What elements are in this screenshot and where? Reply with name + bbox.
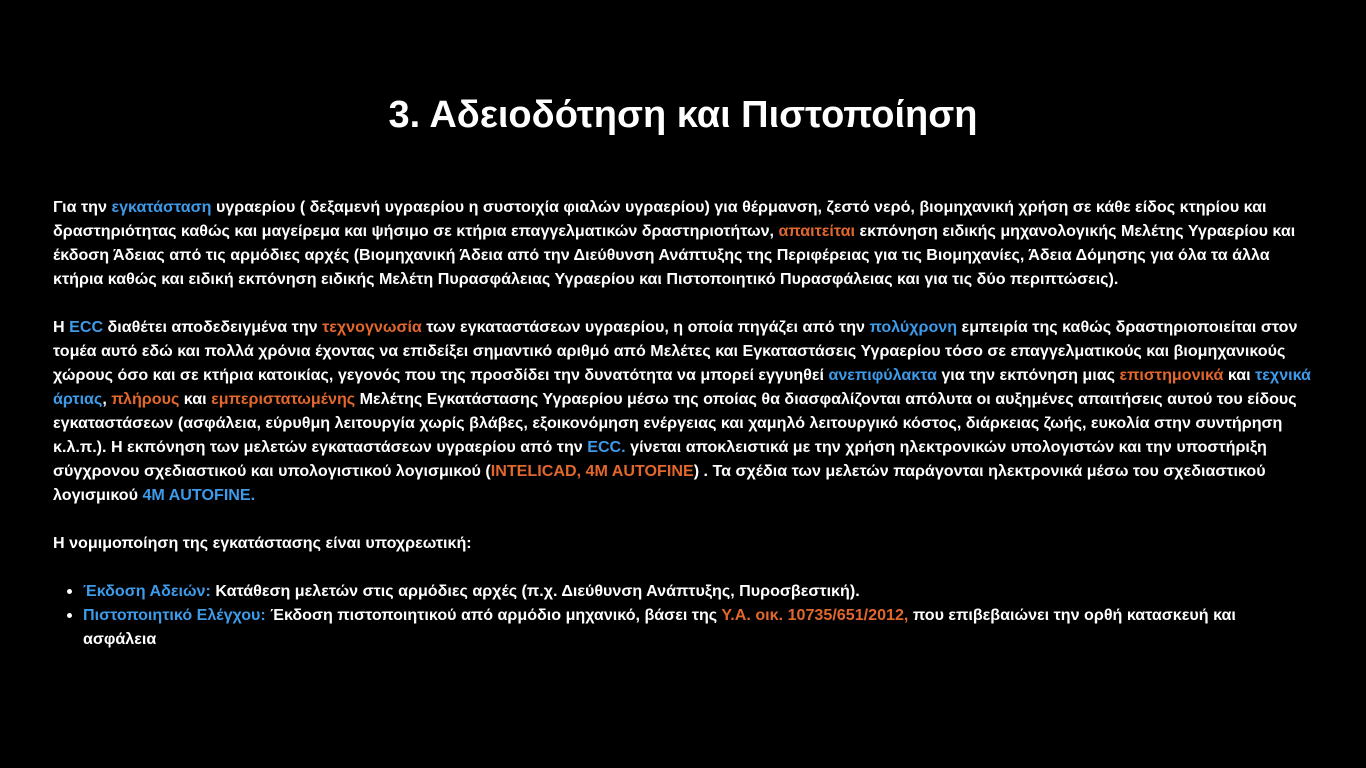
list-item-certificate (83, 603, 1313, 651)
highlight-complete: πλήρους (111, 390, 180, 408)
list-item-text: που επιβεβαιώνει την ορθή κατασκευή και ασφάλεια (83, 606, 1236, 648)
paragraph-ecc (53, 315, 1313, 507)
text-span: και (1223, 366, 1256, 384)
text-span: εκπόνηση ειδικής μηχανολογικής Μελέτης Υγραερίου και έκδοση Άδειας από τις αρμόδιες αρχές (Βιομηχανική Άδεια από την Διεύθυνση Ανάπτυξης της Περιφέρειας για τις Βιομηχανίες, Άδεια Δόμησης για όλα τα άλλα κτήρια καθώς και ειδική εκπόνηση ειδικής Μελέτη Πυρασφάλειας Υγραερίου και Πιστοποιητικό Πυρασφάλειας και για τις δύο περιπτώσεις). (53, 222, 1296, 288)
requirements-list (53, 579, 1313, 651)
page-title: 3. Αδειοδότηση και Πιστοποίηση (388, 94, 978, 136)
text-span: Μελέτης Εγκατάστασης Υγραερίου μέσω της οποίας θα διασφαλίζονται απόλυτα οι αυξημένες απαιτήσεις αυτού του είδους εγκαταστάσεων (ασφάλεια, εύρυθμη λειτουργία χωρίς βλάβες, εξοικονόμηση ενέργειας και χαμηλό λειτουργικό κόστος, διάρκειας ζωής, ευκολία στην συντήρηση κ.λ.π.). Η εκπόνηση των μελετών εγκαταστάσεων υγραερίου από την (53, 390, 1297, 456)
list-item-text: Έκδοση πιστοποιητικού από αρμόδιο μηχανικό, βάσει της (265, 606, 722, 624)
text-span: Η (53, 318, 70, 336)
list-item-text: Κατάθεση μελετών στις αρμόδιες αρχές (π.χ. Διεύθυνση Ανάπτυξης, Πυροσβεστική). (210, 582, 860, 600)
paragraph-legalization: Η νομιμοποίηση της εγκατάστασης είναι υποχρεωτική: (53, 534, 472, 552)
highlight-ecc-2: ECC. (587, 438, 626, 456)
highlight-ecc: ECC (69, 318, 104, 336)
regulation-reference: Υ.Α. οικ. 10735/651/2012, (721, 606, 909, 624)
text-span: διαθέτει αποδεδειγμένα την (103, 318, 323, 336)
text-span: εμπειρία της καθώς δραστηριοποιείται στον τομέα αυτό εδώ και πολλά χρόνια έχοντας να επιδείξει σημαντικό αριθμό από Μελέτες και Εγκαταστάσεις Υγραερίου τόσο σε επαγγελματικούς και βιομηχανικούς χώρους όσο και σε κτήρια κατοικίας, γεγονός που της προσδίδει την δυνατότητα να μπορεί εγγυηθεί (53, 318, 1298, 384)
highlight-know-how: τεχνογνωσία (322, 318, 422, 336)
highlight-thorough: εμπεριστατωμένης (211, 390, 356, 408)
text-span: για την εκπόνηση μιας (936, 366, 1120, 384)
paragraph-installation (53, 195, 1313, 291)
highlight-required: απαιτείται (778, 222, 855, 240)
text-span: των εγκαταστάσεων υγραερίου, η οποία πηγάζει από την (421, 318, 870, 336)
text-span: και (179, 390, 212, 408)
highlight-unreservedly: ανεπιφύλακτα (828, 366, 937, 384)
list-item-permits (83, 579, 1313, 603)
text-span: υγραερίου ( δεξαμενή υγραερίου η συστοιχία φιαλών υγραερίου) για θέρμανση, ζεστό νερό, βιομηχανική χρήση σε κάθε είδος κτηρίου και δραστηριότητας καθώς και μαγείρεμα και ψήσιμο σε κτήρια επαγγελματικών δραστηριοτήτων, (53, 198, 1267, 240)
article-body (53, 195, 1313, 651)
list-item-label: Έκδοση Αδειών: (83, 582, 211, 600)
highlight-software-list: INTELICAD, 4M AUTOFINE (490, 462, 694, 480)
text-span: , (102, 390, 112, 408)
highlight-longtime: πολύχρονη (869, 318, 958, 336)
list-item-label: Πιστοποιητικό Ελέγχου: (83, 606, 266, 624)
highlight-autofine: 4M AUTOFINE. (142, 486, 256, 504)
highlight-technically-sound: τεχνικά άρτιας (53, 366, 1311, 408)
highlight-installation: εγκατάσταση (111, 198, 212, 216)
text-span: ) . Τα σχέδια των μελετών παράγονται ηλεκτρονικά μέσω του σχεδιαστικού λογισμικού (53, 462, 1266, 504)
text-span: Για την (53, 198, 112, 216)
highlight-scientifically: επιστημονικά (1119, 366, 1224, 384)
text-span: γίνεται αποκλειστικά με την χρήση ηλεκτρονικών υπολογιστών και την υποστήριξη σύγχρονου σχεδιαστικού και υπολογιστικού λογισμικού ( (53, 438, 1267, 480)
